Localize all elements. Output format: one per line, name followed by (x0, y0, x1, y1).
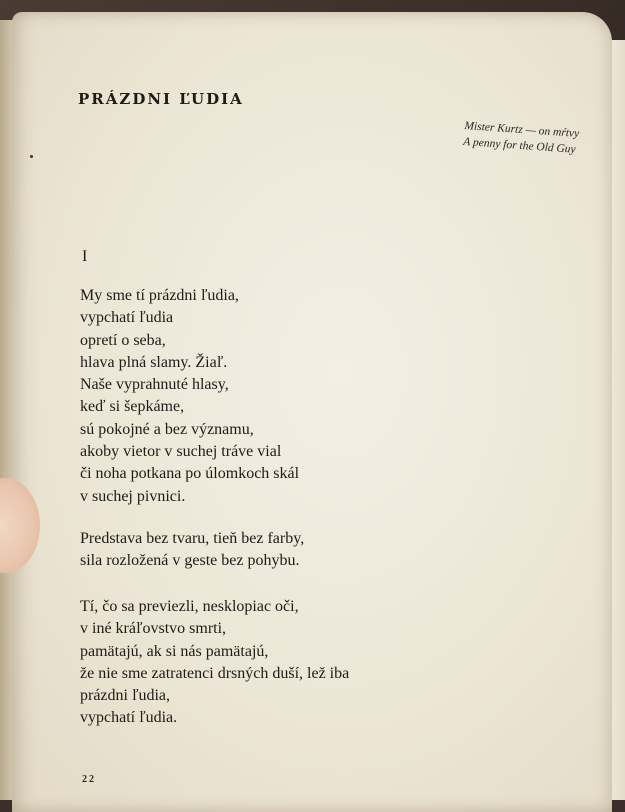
section-numeral: I (82, 248, 88, 265)
verse-line: Predstava bez tvaru, tieň bez farby, (80, 530, 305, 547)
verse-line: Naše vyprahnuté hlasy, (80, 376, 229, 394)
verse-line: či noha potkana po úlomkoch skál (80, 465, 300, 483)
page-number: 22 (82, 774, 96, 785)
stanza (80, 285, 299, 508)
verse-line: prázdni ľudia, (80, 687, 171, 705)
epigraph-line: Mister Kurtz — on mŕtvy (464, 119, 580, 140)
verse-line: hlava plná slamy. Žiaľ. (80, 353, 228, 371)
verse-line: vypchatí ľudia (80, 309, 174, 327)
epigraph-line: A penny for the Old Guy (462, 135, 577, 156)
page-title: PRÁZDNI ĽUDIA (78, 90, 244, 108)
stanza (80, 528, 304, 573)
verse-line: sú pokojné a bez významu, (80, 420, 254, 438)
verse-line: keď si šepkáme, (80, 398, 185, 416)
verse-line: v suchej pivnici. (80, 487, 186, 505)
verse-line: v iné kráľovstvo smrti, (80, 620, 227, 638)
verse-line: opretí o seba, (80, 331, 166, 349)
verse-line: sila rozložená v geste bez pohybu. (80, 552, 300, 570)
ink-spot (30, 155, 33, 158)
verse-line: Tí, čo sa previezli, nesklopiac oči, (80, 598, 299, 615)
verse-line: pamätajú, ak si nás pamätajú, (80, 642, 269, 660)
verse-line: akoby vietor v suchej tráve vial (80, 443, 282, 461)
stanza (80, 596, 349, 730)
verse-line: My sme tí prázdni ľudia, (80, 287, 239, 304)
verse-line: vypchatí ľudia. (80, 709, 178, 727)
verse-line: že nie sme zatratenci drsných duší, lež iba (80, 664, 350, 682)
